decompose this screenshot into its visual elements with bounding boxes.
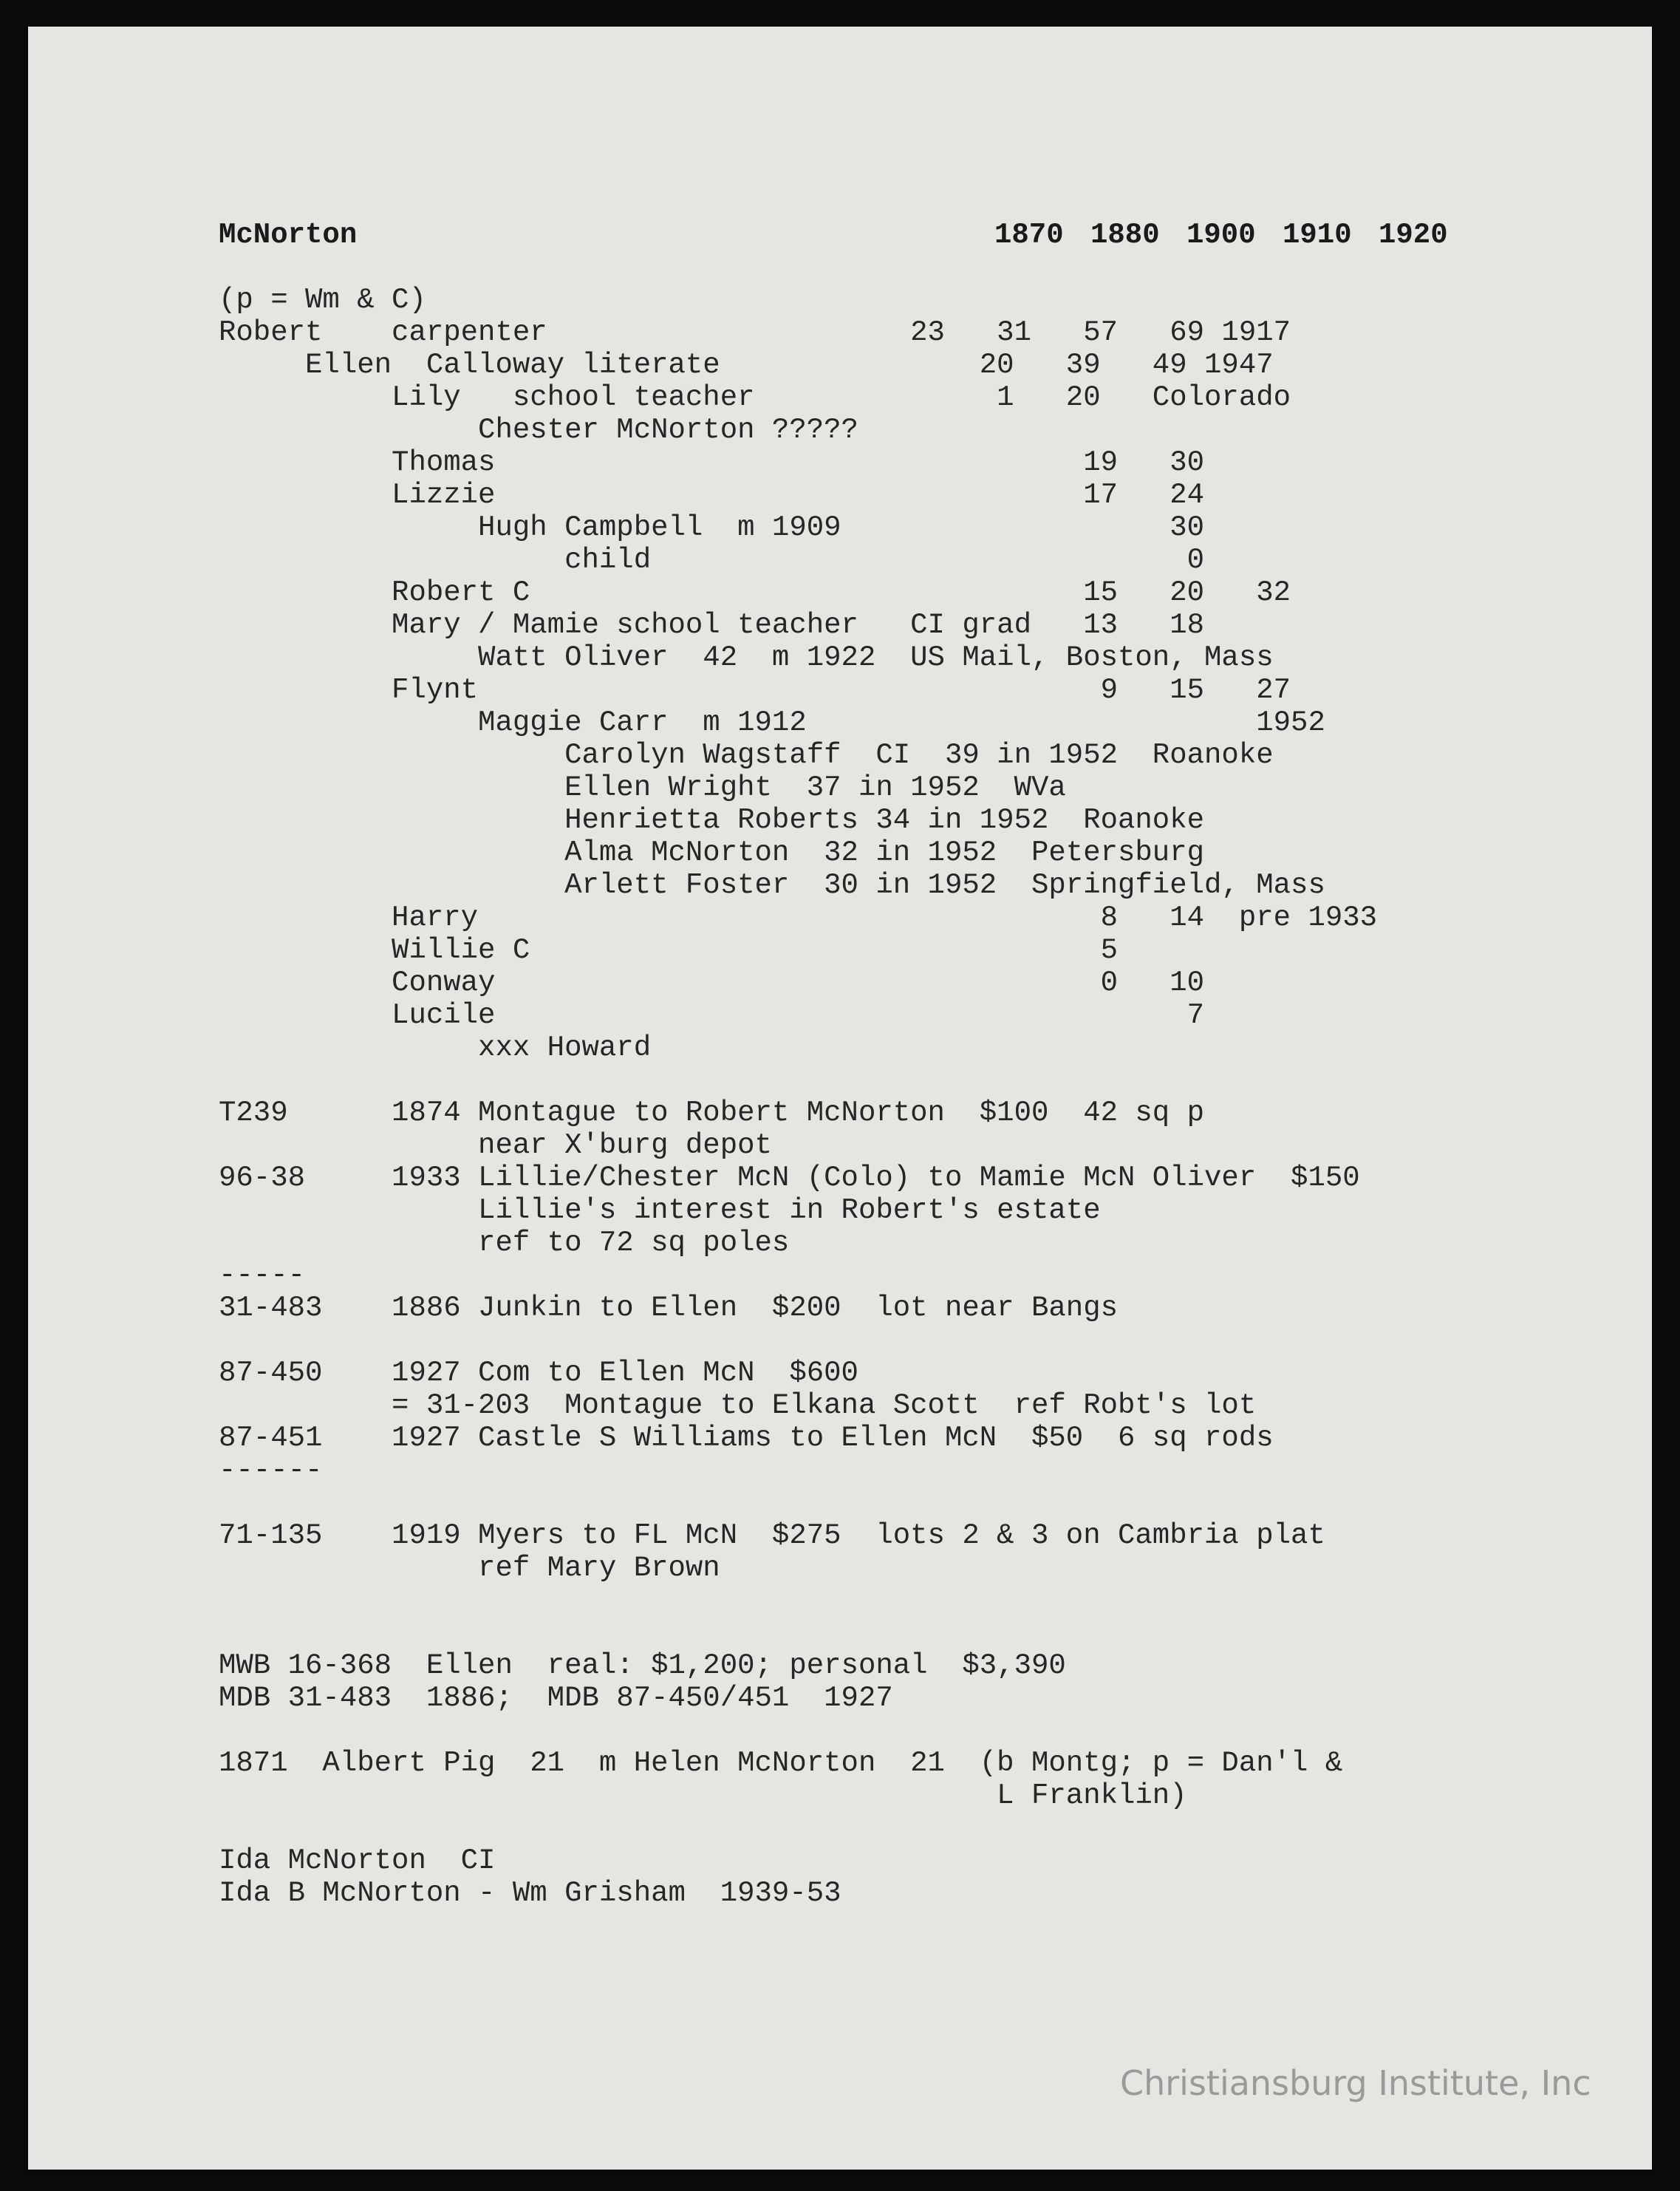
text-line: 1871 Albert Pig 21 m Helen McNorton 21 (b Montg; p = Dan'l & [219,1747,1343,1779]
text-line: 31-483 1886 Junkin to Ellen $200 lot near Bangs [219,1292,1118,1324]
text-line: Arlett Foster 30 in 1952 Springfield, Mass [219,869,1325,902]
text-line: ref Mary Brown [219,1552,720,1584]
text-line: Willie C 5 [219,934,1118,967]
text-line: Henrietta Roberts 34 in 1952 Roanoke [219,804,1205,836]
text-line: 87-450 1927 Com to Ellen McN $600 [219,1357,858,1389]
text-line: Carolyn Wagstaff CI 39 in 1952 Roanoke [219,739,1274,771]
text-line: Ellen Calloway literate 20 39 49 1947 [219,349,1274,381]
watermark: Christiansburg Institute, Inc [1120,2063,1591,2103]
text-line: Robert carpenter 23 31 57 69 1917 [219,316,1291,349]
text-line: Ida B McNorton - Wm Grisham 1939-53 [219,1877,841,1909]
text-line: Maggie Carr m 1912 1952 [219,706,1325,739]
text-line: = 31-203 Montague to Elkana Scott ref Robt's lot [219,1389,1257,1422]
text-line: Ida McNorton CI [219,1844,496,1877]
text-line: Lucile 7 [219,999,1205,1032]
text-line: Hugh Campbell m 1909 30 [219,511,1205,544]
text-line: ref to 72 sq poles [219,1227,790,1259]
text-line: (p = Wm & C) [219,284,426,316]
text-line: ----- [219,1259,306,1292]
census-year: 1910 [1283,219,1352,251]
surname-heading: McNorton [219,219,358,251]
census-year: 1900 [1186,219,1256,251]
text-line: Flynt 9 15 27 [219,674,1291,706]
census-year: 1920 [1379,219,1448,251]
text-line: T239 1874 Montague to Robert McNorton $100 42 sq p [219,1097,1205,1129]
text-line: Chester McNorton ????? [219,414,858,446]
text-line: 96-38 1933 Lillie/Chester McN (Colo) to Mamie McN Oliver $150 [219,1162,1360,1194]
text-line: xxx Howard [219,1032,652,1064]
census-year: 1870 [994,219,1064,251]
text-line: Mary / Mamie school teacher CI grad 13 18 [219,609,1205,641]
text-line: Conway 0 10 [219,967,1205,999]
text-line: child 0 [219,544,1205,576]
text-line: MDB 31-483 1886; MDB 87-450/451 1927 [219,1682,893,1714]
text-line: ------ [219,1454,323,1487]
text-line: L Franklin) [219,1779,1187,1812]
document-page [28,27,1652,2170]
text-line: MWB 16-368 Ellen real: $1,200; personal $3,390 [219,1649,1066,1682]
text-line: Ellen Wright 37 in 1952 WVa [219,771,1066,804]
text-line: Watt Oliver 42 m 1922 US Mail, Boston, Mass [219,641,1274,674]
text-line: 71-135 1919 Myers to FL McN $275 lots 2 & 3 on Cambria plat [219,1519,1325,1552]
text-line: Lizzie 17 24 [219,479,1205,511]
census-year: 1880 [1090,219,1160,251]
text-line: Harry 8 14 pre 1933 [219,902,1378,934]
text-line: 87-451 1927 Castle S Williams to Ellen McN $50 6 sq rods [219,1422,1274,1454]
text-line: Lily school teacher 1 20 Colorado [219,381,1291,414]
text-line: Thomas 19 30 [219,446,1205,479]
text-line: Lillie's interest in Robert's estate [219,1194,1101,1227]
text-line: Robert C 15 20 32 [219,576,1291,609]
text-line: Alma McNorton 32 in 1952 Petersburg [219,836,1205,869]
text-line: near X'burg depot [219,1129,772,1162]
